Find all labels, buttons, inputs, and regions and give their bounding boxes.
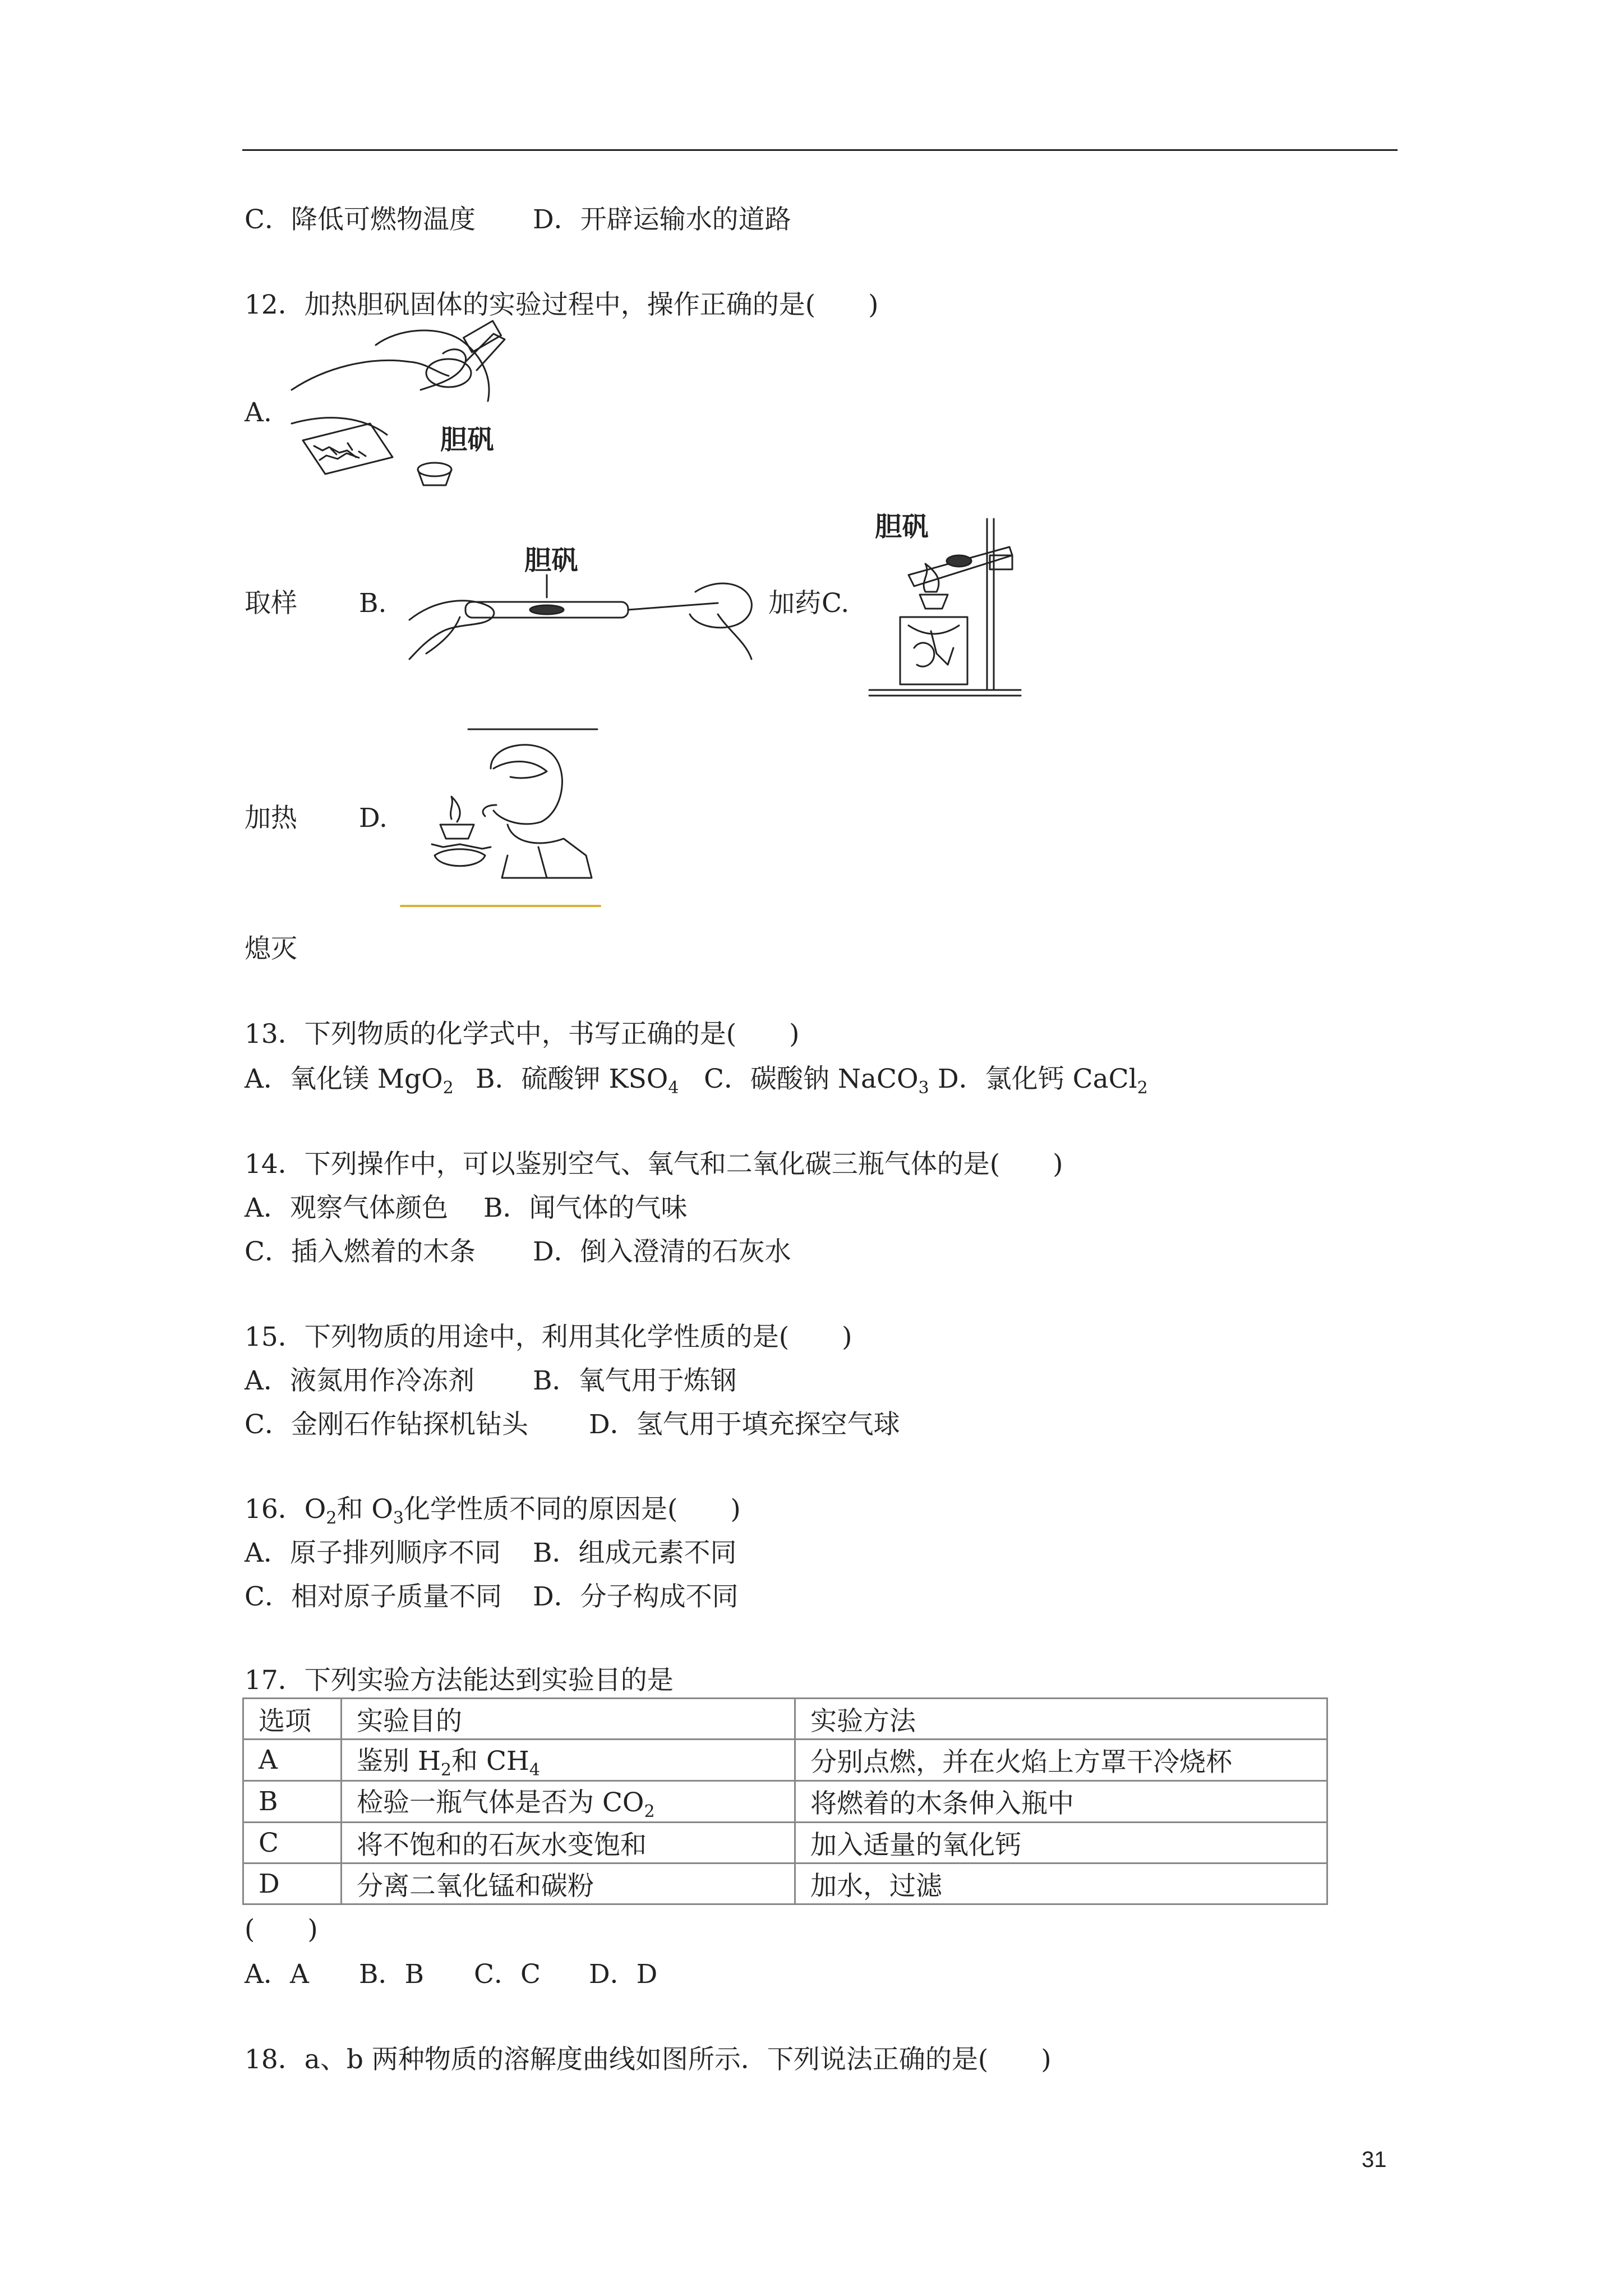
table-header-cell: 实验目的 <box>342 1699 795 1740</box>
q17-answer-paren: ( ) <box>245 1914 318 1945</box>
q12-caption-a: 取样 <box>245 588 297 619</box>
q16-stem: 16．$O_2$和 $O_3$化学性质不同的原因是( ) <box>245 1494 741 1528</box>
table-cell-option: D <box>243 1864 342 1904</box>
q17-option-c: C．C <box>474 1959 541 1990</box>
q15-option-b: B．氧气用于炼钢 <box>533 1365 737 1396</box>
q13-option-c: C．碳酸钠 NaCO$_3$ <box>704 1064 929 1098</box>
q11-option-d: D．开辟运输水的道路 <box>533 204 791 235</box>
q17-option-b: B．B <box>359 1959 425 1990</box>
table-cell-option: B <box>243 1781 342 1823</box>
q13-stem: 13．下列物质的化学式中，书写正确的是( ) <box>245 1019 800 1050</box>
q12-caption-d: 熄灭 <box>245 933 297 964</box>
q12-option-d-label: D. <box>359 803 388 834</box>
table-cell-option: C <box>243 1823 342 1864</box>
q12-figure-d-extinguishing <box>401 726 603 912</box>
q14-option-d: D．倒入澄清的石灰水 <box>533 1236 791 1267</box>
q12-figure-c-text: 胆矾 <box>875 511 929 542</box>
table-row <box>243 1823 1327 1864</box>
q12-option-a-label: A. <box>245 397 272 428</box>
q18-stem: 18．a、b 两种物质的溶解度曲线如图所示．下列说法正确的是( ) <box>245 2044 1052 2075</box>
table-cell-method: 加水，过滤 <box>795 1864 1327 1904</box>
q15-option-c: C．金刚石作钻探机钻头 <box>245 1409 528 1440</box>
q17-table <box>242 1697 1328 1905</box>
table-cell-goal: 将不饱和的石灰水变饱和 <box>342 1823 795 1864</box>
q17-option-a: A．A <box>245 1959 309 1990</box>
table-header-cell: 选项 <box>243 1699 342 1740</box>
q15-stem: 15．下列物质的用途中，利用其化学性质的是( ) <box>245 1322 852 1352</box>
table-cell-option: A <box>243 1740 342 1781</box>
q13-option-b: B．硫酸钾 $KSO_4$ <box>476 1064 679 1098</box>
q12-option-b-label: B. <box>359 588 387 619</box>
table-header-row <box>243 1699 1327 1740</box>
q14-stem: 14．下列操作中，可以鉴别空气、氧气和二氧化碳三瓶气体的是( ) <box>245 1149 1063 1180</box>
q14-option-c: C．插入燃着的木条 <box>245 1236 476 1267</box>
q17-stem: 17．下列实验方法能达到实验目的是 <box>245 1665 674 1696</box>
table-cell-method: 将燃着的木条伸入瓶中 <box>795 1781 1327 1823</box>
table-cell-goal: 分离二氧化锰和碳粉 <box>342 1864 795 1904</box>
q12-caption-c: 加热 <box>245 803 297 834</box>
q17-option-d: D．D <box>589 1959 658 1990</box>
table-cell-goal: 检验一瓶气体是否为 $CO_2$ <box>342 1781 795 1823</box>
q12-option-c-label: C. <box>822 588 850 619</box>
table-header-cell: 实验方法 <box>795 1699 1327 1740</box>
q13-option-d: D．氯化钙 CaCl$_2$ <box>938 1064 1148 1098</box>
q12-figure-b-text: 胆矾 <box>524 545 579 576</box>
q13-option-a: A．氧化镁 MgO$_2$ <box>245 1064 454 1098</box>
q12-stem: 12．加热胆矾固体的实验过程中，操作正确的是( ) <box>245 289 879 320</box>
table-row <box>243 1781 1327 1823</box>
q11-option-c: C．降低可燃物温度 <box>245 204 476 235</box>
table-cell-goal: 鉴别 $H_2$和 $CH_4$ <box>342 1740 795 1781</box>
table-row <box>243 1740 1327 1781</box>
q14-option-a: A．观察气体颜色 <box>245 1193 448 1223</box>
page-number: 31 <box>1362 2147 1387 2172</box>
table-cell-method: 分别点燃，并在火焰上方罩干冷烧杯 <box>795 1740 1327 1781</box>
table-cell-method: 加入适量的氧化钙 <box>795 1823 1327 1864</box>
q12-caption-b: 加药 <box>768 588 821 619</box>
q15-option-a: A．液氮用作冷冻剂 <box>245 1365 474 1396</box>
q16-option-b: B．组成元素不同 <box>533 1538 737 1568</box>
table-row <box>243 1864 1327 1904</box>
q12-figure-a-text: 胆矾 <box>440 424 495 455</box>
q12-figure-a-sampling <box>280 323 550 491</box>
header-rule <box>242 149 1398 151</box>
q15-option-d: D．氢气用于填充探空气球 <box>589 1409 900 1440</box>
q12-figure-b-adding <box>404 541 763 665</box>
q16-option-d: D．分子构成不同 <box>533 1581 739 1612</box>
q12-figure-c-heating <box>864 508 1032 698</box>
q14-option-b: B．闻气体的气味 <box>483 1193 688 1223</box>
q16-option-c: C．相对原子质量不同 <box>245 1581 502 1612</box>
q16-option-a: A．原子排列顺序不同 <box>245 1538 501 1568</box>
